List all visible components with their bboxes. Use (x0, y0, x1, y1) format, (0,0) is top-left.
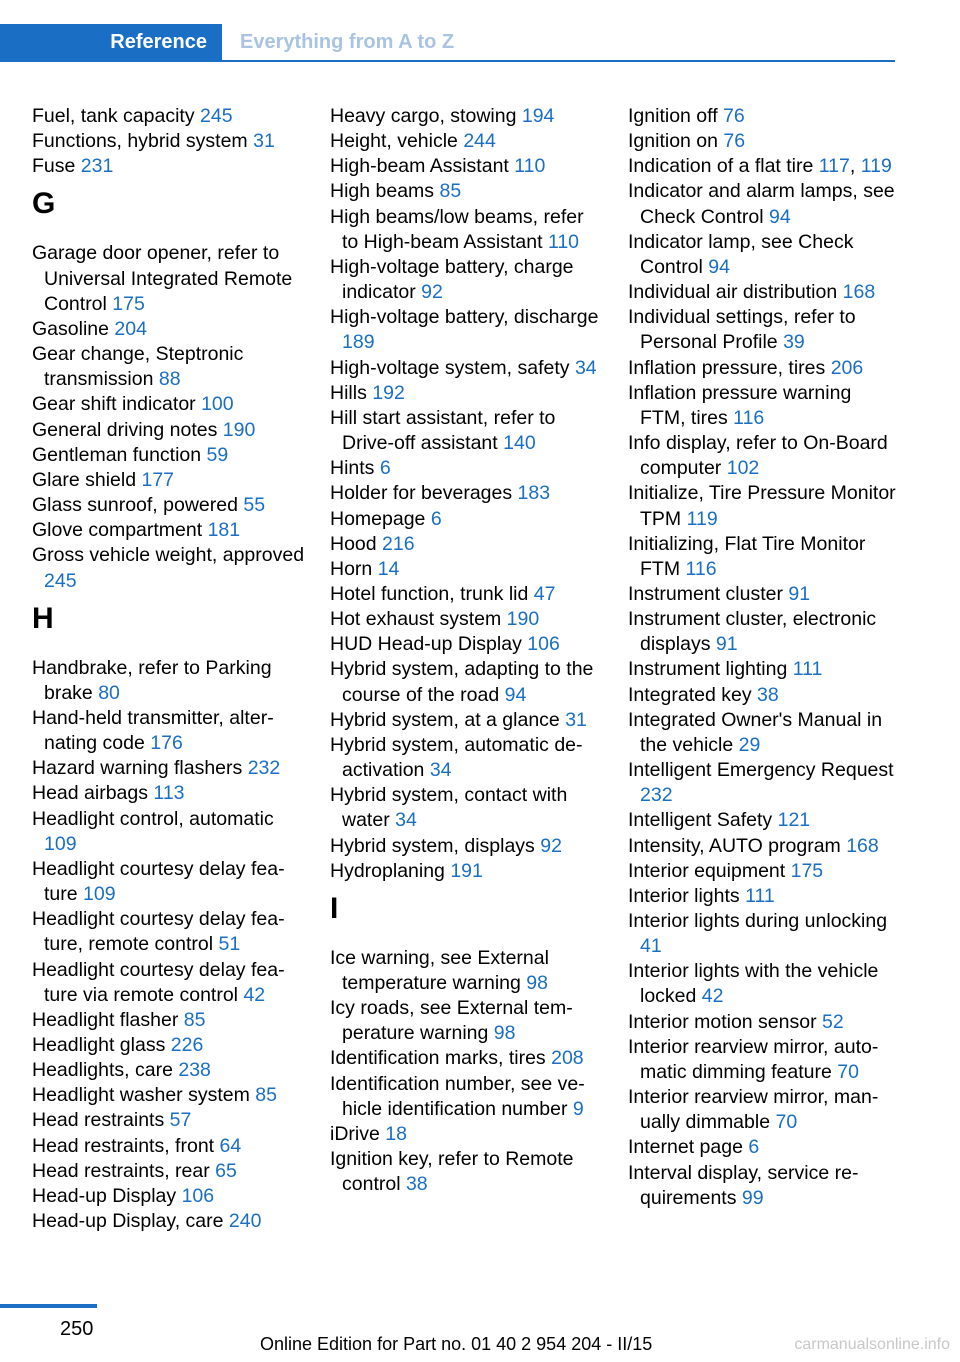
page-reference-link[interactable]: 190 (506, 608, 540, 631)
page-reference-link[interactable]: 111 (745, 884, 775, 907)
index-entry-term: Identification marks, tires (330, 1047, 546, 1070)
page-reference-link[interactable]: 121 (777, 809, 811, 832)
page-reference-link[interactable]: 38 (405, 1173, 428, 1196)
index-entry-term: Head-up Display (32, 1184, 177, 1207)
index-entry (330, 1122, 605, 1147)
index-entry-term: Gasoline (32, 317, 109, 340)
page-reference-link[interactable]: 190 (222, 418, 256, 441)
page-reference-link[interactable]: 88 (158, 368, 181, 391)
index-entry-term: Glare shield (32, 468, 137, 491)
page-reference-link[interactable]: 51 (218, 933, 241, 956)
index-entry-term: Inflation pressure warning FTM, tires (628, 381, 852, 429)
page-reference-link[interactable]: 110 (547, 230, 580, 253)
index-entry-term: Indicator and alarm lamps, see Check Control (628, 180, 895, 228)
index-entry-term: Interior lights during unlocking (628, 910, 888, 932)
index-entry (32, 1159, 307, 1184)
page-reference-link[interactable]: 85 (255, 1084, 277, 1107)
page-reference-link[interactable]: 42 (243, 983, 266, 1006)
index-entry (32, 241, 307, 316)
index-entry (32, 1134, 307, 1159)
index-entry-term: Glove compartment (32, 519, 203, 542)
index-entry (32, 468, 307, 493)
page-reference-link[interactable]: 76 (723, 130, 746, 153)
index-entry-term: Head airbags (32, 782, 148, 805)
index-entry (628, 1135, 898, 1160)
index-entry (628, 179, 898, 229)
index-entry (628, 1010, 898, 1035)
page-reference-link[interactable]: 140 (503, 432, 536, 455)
page-reference-link[interactable]: 176 (150, 732, 183, 755)
page-reference-link[interactable]: 59 (206, 443, 229, 466)
index-entry-term: Fuse (32, 155, 76, 178)
index-entry-term: Intensity, AUTO program (628, 834, 841, 857)
page-reference-link[interactable]: 57 (169, 1109, 192, 1132)
index-entry-term: Hybrid system, at a glance (330, 708, 560, 731)
index-entry (32, 706, 307, 756)
index-entry (32, 807, 307, 857)
index-entry (32, 958, 307, 1008)
index-entry (32, 907, 307, 957)
page-reference-link[interactable]: 91 (788, 582, 811, 605)
index-entry-term: Horn (330, 557, 373, 580)
footer-rule (0, 1304, 97, 1308)
index-entry-term: Interior motion sensor (628, 1010, 817, 1033)
index-entry (628, 356, 898, 381)
index-entry (32, 104, 307, 129)
index-entry (628, 758, 898, 808)
index-entry-term: Interior equipment (628, 859, 786, 882)
index-entry (628, 1085, 898, 1135)
page-reference-link[interactable]: 106 (181, 1184, 215, 1207)
page-reference-link[interactable]: 204 (114, 317, 147, 340)
page-reference-link[interactable]: 94 (768, 205, 791, 228)
index-entry-term: Fuel, tank capacity (32, 105, 195, 127)
page-reference-link[interactable]: 92 (540, 834, 562, 857)
page-reference-link[interactable]: 42 (701, 985, 724, 1008)
index-entry (32, 543, 307, 593)
index-entry (330, 154, 605, 179)
index-entry (628, 532, 898, 582)
index-entry (330, 859, 605, 884)
page-reference-link[interactable]: 99 (741, 1186, 764, 1209)
index-entry-term: Intelligent Safety (628, 809, 773, 832)
index-entry-term: Interior lights with the vehicle locked (628, 960, 879, 1008)
index-entry-term: Hybrid system, automatic deactivation (330, 733, 583, 782)
page-reference-link[interactable]: 168 (842, 281, 876, 304)
index-entry (628, 834, 898, 859)
index-entry-term: Internet page (628, 1136, 743, 1159)
index-entry-term: Initialize, Tire Pressure Monitor TPM (628, 482, 896, 530)
index-entry-term: Heavy cargo, stowing (330, 105, 517, 127)
index-entry (628, 280, 898, 305)
index-entry (32, 1058, 307, 1083)
subsection-title: Everything from A to Z (240, 31, 455, 53)
page-reference-link[interactable]: 80 (98, 681, 120, 704)
index-entry-term: Ignition key, refer to Remote control (330, 1148, 574, 1196)
page-reference-link[interactable]: 55 (243, 494, 266, 517)
page-reference-link[interactable]: 14 (377, 557, 400, 580)
page-reference-link[interactable]: 9 (572, 1097, 584, 1120)
page-reference-link[interactable]: 113 (153, 782, 185, 805)
index-entry-term: Handbrake, refer to Parking brake (32, 656, 272, 704)
page-reference-link[interactable]: 34 (429, 759, 452, 782)
page-reference-link[interactable]: 168 (846, 834, 879, 857)
page-reference-link[interactable]: 177 (141, 468, 175, 491)
index-entry-term: Head restraints, front (32, 1134, 215, 1157)
page-reference-link[interactable]: 100 (201, 393, 234, 416)
page-reference-link[interactable]: 34 (395, 809, 417, 832)
index-letter-heading: G (32, 187, 56, 221)
index-entry-term: Hood (330, 532, 377, 555)
index-entry-term: Hydroplaning (330, 859, 445, 882)
index-entry (330, 708, 605, 733)
index-entry-term: Hybrid system, contact with water (330, 784, 568, 832)
page-reference-link[interactable]: 175 (112, 292, 145, 315)
index-entry-term: Info display, refer to On-Board computer (628, 432, 888, 480)
page-reference-link[interactable]: 94 (504, 683, 527, 706)
page-reference-link[interactable]: 92 (421, 281, 443, 304)
index-entry-term: Gentleman function (32, 443, 202, 466)
index-entry-term: Integrated Owner's Manual in the vehicle (628, 708, 883, 756)
index-entry (628, 909, 898, 959)
page-reference-link[interactable]: 245 (44, 569, 77, 592)
page-reference-link[interactable]: 94 (708, 255, 730, 278)
index-entry-term: Hotel function, trunk lid (330, 582, 529, 605)
index-entry-term: Holder for beverages (330, 482, 513, 505)
index-entry-term: Initializing, Flat Tire Monitor FTM (628, 532, 866, 580)
page-reference-link[interactable]: 65 (215, 1159, 237, 1182)
page-reference-link[interactable]: 238 (178, 1059, 211, 1082)
index-entry (330, 179, 605, 204)
index-entry-term: Head restraints (32, 1109, 165, 1132)
index-entry-term: Integrated key (628, 683, 752, 706)
index-entry (628, 129, 898, 154)
page-reference-link[interactable]: 18 (385, 1122, 407, 1145)
index-entry (628, 481, 898, 531)
index-entry (330, 456, 605, 481)
index-entry (32, 154, 307, 179)
index-entry-term: Headlight flasher (32, 1008, 179, 1031)
page-reference-link[interactable]: 91 (715, 633, 738, 656)
index-entry (628, 884, 898, 909)
index-entry-term: Functions, hybrid system (32, 130, 248, 153)
index-entry-term: Gear change, Steptronic transmission (32, 343, 244, 391)
index-entry (628, 657, 898, 682)
index-entry (628, 431, 898, 481)
index-entry (330, 381, 605, 406)
index-entry-term: Hill start assistant, refer to Drive-off assistant (330, 406, 556, 455)
index-entry (330, 481, 605, 506)
page-reference-link[interactable]: 119 (860, 155, 892, 178)
page-reference-link[interactable]: 85 (183, 1008, 206, 1031)
index-entry (628, 708, 898, 758)
page-reference-link[interactable]: 232 (640, 784, 673, 807)
page-reference-link[interactable]: 216 (382, 532, 415, 555)
section-tab: Reference (0, 24, 222, 60)
page-reference-link[interactable]: 175 (790, 859, 824, 882)
index-entry (628, 683, 898, 708)
index-entry-term: Head-up Display, care (32, 1210, 224, 1233)
page-reference-link[interactable]: 102 (726, 457, 760, 480)
index-entry (330, 507, 605, 532)
index-entry-term: Ignition off (628, 105, 718, 127)
index-entry (330, 557, 605, 582)
page-reference-link[interactable]: 189 (342, 331, 375, 354)
header-rule (0, 60, 895, 62)
index-entry (330, 733, 605, 783)
page-reference-link[interactable]: 117 (818, 155, 850, 178)
index-entry (628, 381, 898, 431)
page-reference-link[interactable]: 31 (565, 708, 587, 731)
page-reference-link[interactable]: 181 (207, 519, 241, 542)
index-entry (330, 356, 605, 381)
index-entry (32, 656, 307, 706)
index-entry-term: Headlight glass (32, 1034, 166, 1056)
page-reference-link[interactable]: 109 (83, 883, 116, 906)
index-entry-term: Icy roads, see External temperature warning (330, 997, 573, 1045)
index-entry-term: High beams/low beams, refer to High-beam Assistant (330, 205, 584, 253)
index-entry-term: General driving notes (32, 418, 218, 441)
index-entry (330, 406, 605, 456)
page-reference-link[interactable]: 192 (372, 381, 405, 404)
page-reference-link[interactable]: 226 (170, 1034, 204, 1056)
page-reference-link[interactable]: 38 (757, 683, 779, 706)
index-entry (330, 607, 605, 632)
index-entry (628, 959, 898, 1009)
index-entry (32, 781, 307, 806)
page-reference-link[interactable]: 111 (792, 658, 823, 681)
index-entry (32, 857, 307, 907)
index-entry-term: Instrument cluster, electronic displays (628, 608, 877, 656)
index-entry-term: Headlight control, automatic (32, 807, 274, 830)
index-entry (330, 305, 605, 355)
index-entry (32, 1008, 307, 1033)
page-reference-link[interactable]: 98 (493, 1022, 516, 1045)
page-reference-link[interactable]: 106 (527, 633, 560, 656)
index-entry: Indication of a flat tire 117, 119 (628, 155, 892, 178)
page-reference-link[interactable]: 76 (723, 105, 745, 127)
page-reference-link[interactable]: 109 (44, 832, 77, 855)
index-entry (330, 582, 605, 607)
index-entry-term: Headlights, care (32, 1059, 173, 1082)
page-reference-link[interactable]: 208 (551, 1047, 584, 1070)
index-entry-term: iDrive (330, 1122, 380, 1145)
index-entry-term: Gear shift indicator (32, 393, 196, 416)
index-entry-term: Homepage (330, 507, 426, 530)
index-column-1 (32, 104, 307, 1234)
index-entry-term: High-beam Assistant (330, 155, 509, 178)
index-entry-term: Individual air distribution (628, 281, 838, 304)
index-entry-term: Hybrid system, adapting to the course of the road (330, 658, 594, 706)
index-entry-term: Indication of a flat tire (628, 155, 814, 178)
index-entry-term: Hills (330, 381, 367, 404)
index-entry (32, 392, 307, 417)
index-entry (32, 518, 307, 543)
index-entry-term: Instrument cluster (628, 582, 783, 605)
index-entry-term: High beams (330, 180, 435, 203)
index-entry (628, 582, 898, 607)
index-entry (330, 996, 605, 1046)
index-entry (330, 783, 605, 833)
index-entry-term: Intelligent Emergency Request (628, 759, 894, 782)
index-entry (628, 1161, 898, 1211)
index-column-3 (628, 104, 898, 1211)
index-entry-term: Headlight courtesy delay feature via remote control (32, 958, 285, 1006)
page-number: 250 (60, 1318, 94, 1340)
page-reference-link[interactable]: 29 (738, 733, 761, 756)
page-reference-link[interactable]: 52 (822, 1010, 844, 1033)
index-entry-term: Individual settings, refer to Personal Profile (628, 306, 856, 354)
index-entry (32, 1209, 307, 1234)
index-entry (32, 342, 307, 392)
index-entry-term: Instrument lighting (628, 658, 788, 681)
index-entry (330, 255, 605, 305)
index-entry (32, 418, 307, 443)
page-reference-link[interactable]: 240 (228, 1210, 262, 1233)
page-reference-link[interactable]: 232 (247, 757, 281, 780)
index-entry (628, 230, 898, 280)
index-entry-term: Indicator lamp, see Check Control (628, 230, 854, 278)
index-entry (628, 104, 898, 129)
index-entry (330, 1046, 605, 1071)
page-reference-link[interactable]: 6 (379, 457, 391, 480)
index-entry (32, 1108, 307, 1133)
index-entry-term: Headlight washer system (32, 1084, 250, 1107)
index-entry-term: Inflation pressure, tires (628, 356, 826, 379)
index-entry (330, 205, 605, 255)
index-entry-term: High-voltage battery, charge indicator (330, 255, 574, 304)
index-entry-term: Headlight courtesy delay feature (32, 857, 285, 906)
index-entry-term: Hybrid system, displays (330, 834, 535, 857)
index-entry (628, 808, 898, 833)
index-entry (32, 756, 307, 781)
edition-note: Online Edition for Part no. 01 40 2 954 204 - II/15 (260, 1334, 653, 1354)
index-entry (32, 317, 307, 342)
page-reference-link[interactable]: 183 (517, 482, 551, 505)
index-entry-term: Interior lights (628, 884, 740, 907)
index-entry-term: Interval display, service requirements (628, 1161, 859, 1209)
index-entry-term: Head restraints, rear (32, 1159, 210, 1182)
index-entry-term: High-voltage system, safety (330, 356, 570, 379)
index-entry-term: Hints (330, 457, 375, 480)
index-entry-term: Glass sunroof, powered (32, 494, 238, 517)
index-entry-term: Garage door opener, refer to Universal Integrated Remote Control (32, 242, 293, 315)
index-entry (330, 657, 605, 707)
index-letter-heading: H (32, 601, 54, 635)
index-entry (32, 1184, 307, 1209)
index-entry-term: Ignition on (628, 130, 718, 153)
index-entry (330, 1072, 605, 1122)
page-reference-link[interactable]: 231 (80, 155, 114, 178)
page-reference-link[interactable]: 244 (463, 130, 496, 153)
index-entry (330, 946, 605, 996)
index-entry-term: Gross vehicle weight, approved (32, 544, 305, 567)
index-entry-term: Hazard warning flashers (32, 757, 243, 780)
index-entry (32, 1083, 307, 1108)
page-reference-link[interactable]: 116 (685, 557, 717, 580)
index-entry (32, 1033, 307, 1058)
page-reference-link[interactable]: 116 (733, 406, 765, 429)
index-entry (330, 632, 605, 657)
page-reference-link[interactable]: 191 (450, 859, 483, 882)
page-reference-link[interactable]: 31 (253, 130, 275, 153)
index-entry (330, 834, 605, 859)
index-entry-term: Interior rearview mirror, automatic dimming feature (628, 1035, 879, 1083)
page-reference-link[interactable]: 70 (837, 1060, 859, 1083)
page-reference-link[interactable]: 41 (640, 935, 662, 958)
index-entry (628, 607, 898, 657)
index-entry-term: Height, vehicle (330, 130, 458, 153)
index-column-2 (330, 104, 605, 1197)
index-entry-term: HUD Head-up Display (330, 633, 522, 656)
page-reference-link[interactable]: 64 (219, 1134, 242, 1157)
watermark: carmanualsonline.info (794, 1336, 950, 1353)
index-entry (628, 1035, 898, 1085)
index-entry-term: High-voltage battery, discharge (330, 306, 599, 329)
index-entry (330, 1147, 605, 1197)
page-reference-link[interactable]: 6 (430, 507, 442, 530)
page-reference-link[interactable]: 39 (783, 331, 805, 354)
page-header (0, 24, 895, 62)
index-entry (628, 305, 898, 355)
page-reference-link[interactable]: 98 (526, 972, 548, 994)
index-entry (628, 859, 898, 884)
page-reference-link[interactable]: 206 (830, 356, 864, 379)
index-entry-term: Hot exhaust system (330, 608, 502, 631)
index-letter-heading: I (330, 891, 339, 925)
index-entry-term: Headlight courtesy delay feature, remote control (32, 908, 285, 956)
index-entry-term: Identification number, see vehicle identification number (330, 1072, 585, 1120)
index-entry (32, 129, 307, 154)
page-reference-link[interactable]: 110 (514, 155, 546, 178)
page-reference-link[interactable]: 245 (200, 105, 233, 127)
page-reference-link[interactable]: 47 (533, 582, 556, 605)
page-reference-link[interactable]: 85 (439, 180, 462, 203)
index-entry-term: Ice warning, see External temperature warning (330, 946, 549, 994)
index-entry-term: Hand-held transmitter, alternating code (32, 706, 274, 755)
page-reference-link[interactable]: 119 (686, 507, 718, 530)
index-entry (330, 104, 605, 129)
index-entry-term: Interior rearview mirror, manually dimmable (628, 1086, 879, 1134)
index-entry (330, 129, 605, 154)
page-reference-link[interactable]: 194 (521, 105, 555, 127)
index-entry (330, 532, 605, 557)
index-entry (32, 493, 307, 518)
page-reference-link[interactable]: 34 (574, 356, 597, 379)
page-reference-link[interactable]: 70 (775, 1111, 798, 1134)
page-reference-link[interactable]: 6 (748, 1136, 760, 1159)
index-entry (32, 443, 307, 468)
